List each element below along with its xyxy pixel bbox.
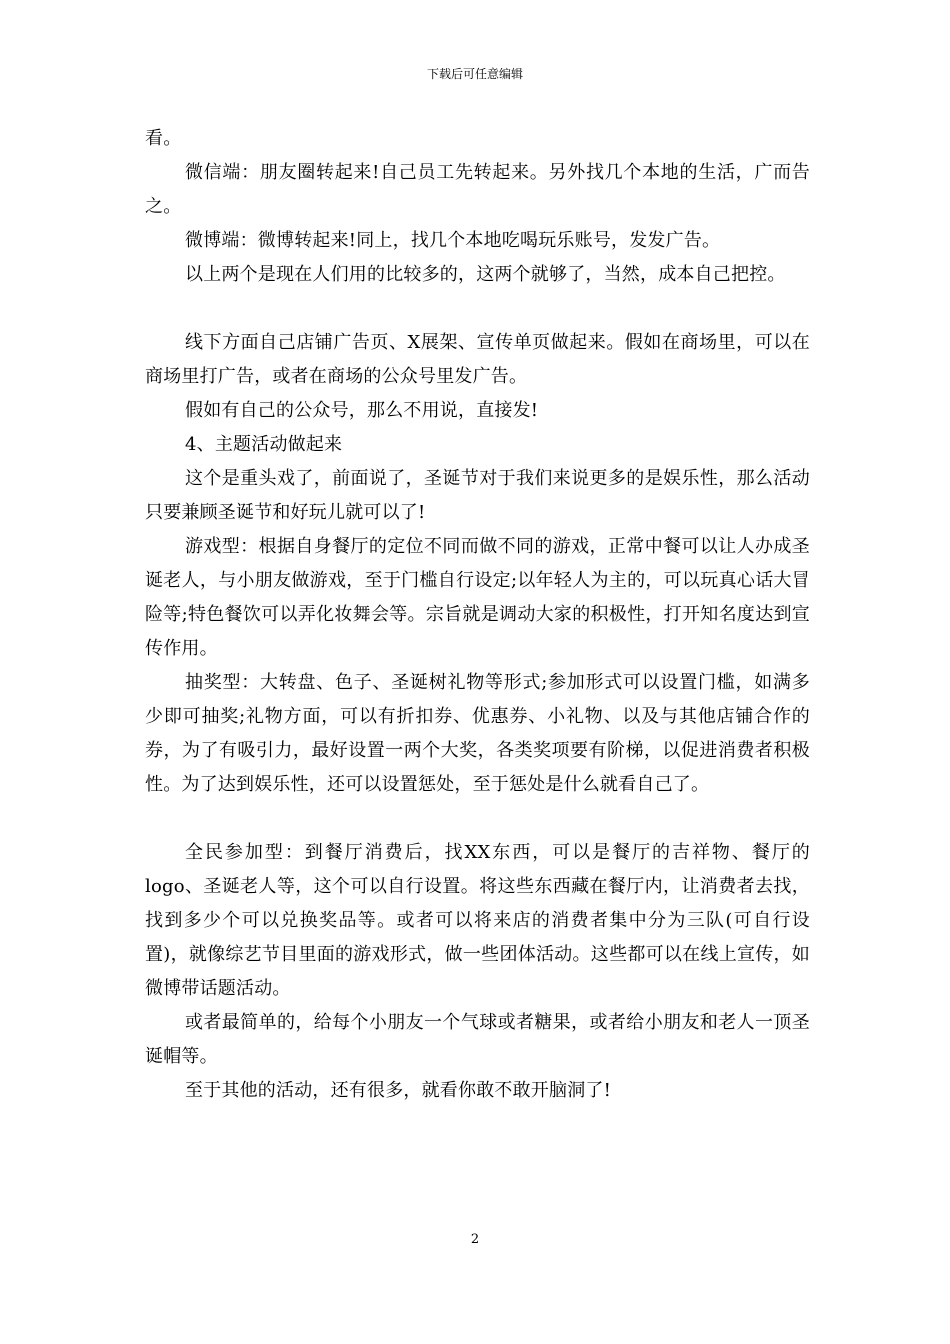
paragraph-participation-type: 全民参加型：到餐厅消费后，找XX东西，可以是餐厅的吉祥物、餐厅的logo、圣诞老人等，这个可以自行设置。将这些东西藏在餐厅内，让消费者去找，找到多少个可以兑换奖品等。或者可以将来店的消费者集中分为三队(可自行设置)，就像综艺节目里面的游戏形式，做一些团体活动。这些都可以在线上宣传，如微博带话题活动。: [145, 842, 810, 999]
paragraph-main-event: 这个是重头戏了，前面说了，圣诞节对于我们来说更多的是娱乐性，那么活动只要兼顾圣诞节和好玩儿就可以了!: [145, 468, 810, 523]
paragraph-weibo: 微博端：微博转起来!同上，找几个本地吃喝玩乐账号，发发广告。: [185, 230, 721, 251]
page-number: 2: [470, 1232, 480, 1247]
paragraph-offline: 线下方面自己店铺广告页、X展架、宣传单页做起来。假如在商场里，可以在商场里打广告，或者在商场的公众号里发广告。: [145, 332, 810, 387]
paragraph-other-activities: 至于其他的活动，还有很多，就看你敢不敢开脑洞了!: [185, 1080, 612, 1101]
paragraph-game-type: 游戏型：根据自身餐厅的定位不同而做不同的游戏，正常中餐可以让人办成圣诞老人，与小朋友做游戏，至于门槛自行设定;以年轻人为主的，可以玩真心话大冒险等;特色餐饮可以弄化妆舞会等。宗旨就是调动大家的积极性，打开知名度达到宣传作用。: [145, 536, 810, 659]
paragraph-official-account: 假如有自己的公众号，那么不用说，直接发!: [185, 400, 539, 421]
paragraph-continuation: 看。: [145, 128, 182, 149]
paragraph-lottery-type: 抽奖型：大转盘、色子、圣诞树礼物等形式;参加形式可以设置门槛，如满多少即可抽奖;礼物方面，可以有折扣券、优惠券、小礼物、以及与其他店铺合作的券，为了有吸引力，最好设置一两个大奖，各类奖项要有阶梯，以促进消费者积极性。为了达到娱乐性，还可以设置惩处，至于惩处是什么就看自己了。: [145, 672, 810, 795]
paragraph-simple-gift: 或者最简单的，给每个小朋友一个气球或者糖果，或者给小朋友和老人一顶圣诞帽等。: [145, 1012, 810, 1067]
paragraph-summary: 以上两个是现在人们用的比较多的，这两个就够了，当然，成本自己把控。: [185, 264, 786, 285]
document-body: [145, 122, 810, 1108]
page-header: 下载后可任意编辑: [426, 67, 523, 81]
section-heading: 4、主题活动做起来: [185, 434, 343, 455]
paragraph-wechat: 微信端：朋友圈转起来!自己员工先转起来。另外找几个本地的生活，广而告之。: [145, 162, 810, 217]
